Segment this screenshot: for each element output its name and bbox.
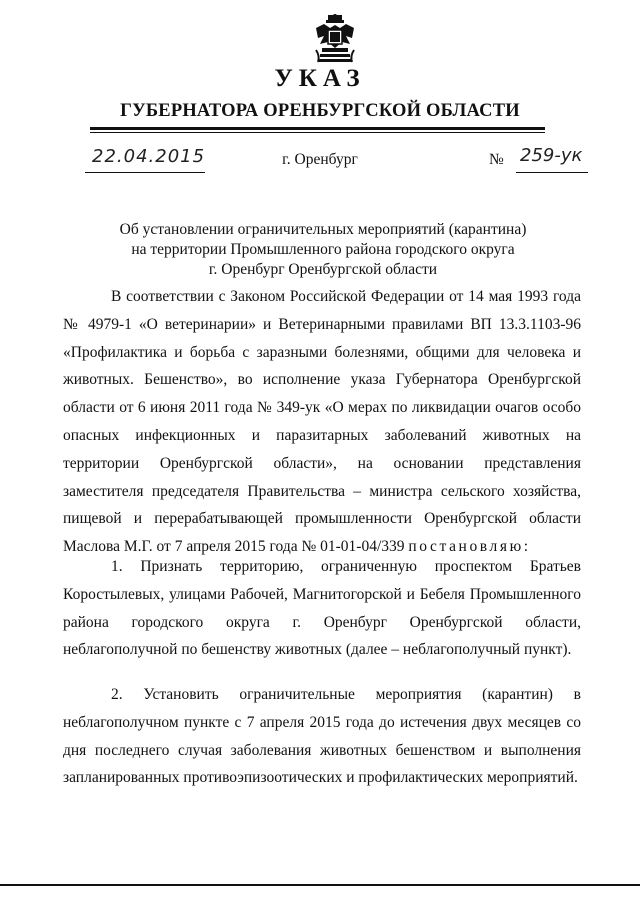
preamble-text: В соответствии с Законом Российской Федерации от 14 мая 1993 года № 4979-1 «О ветеринарии» и Ветеринарными правилами ВП 13.3.1103-96 «Профилактика и борьба с заразными болезнями, общими для человека и животных. Бешенство», во исполнение указа Губернатора Оренбургской области от 6 июня 2011 года № 349-ук «О мерах по ликвидации очагов особо опасных инфекционных и паразитарных заболеваний животных на территории Оренбургской области», на основании представления заместителя председателя Правительства – министра сельского хозяйства, пищевой и перерабатывающей промышленности Оренбургской области Маслова М.Г. от 7 апреля 2015 года № 01-01-04/339 <box>63 288 581 556</box>
subject-line-2: на территории Промышленного района городского округа <box>131 241 515 258</box>
number-sign: № <box>489 151 504 168</box>
issuing-authority: ГУБЕРНАТОРА ОРЕНБУРГСКОЙ ОБЛАСТИ <box>120 101 520 121</box>
subject-line-1: Об установлении ограничительных мероприятий (карантина) <box>119 221 527 238</box>
date-underline <box>85 172 205 173</box>
number-underline <box>516 172 588 173</box>
coat-of-arms-icon <box>314 14 356 64</box>
header-rule-thick <box>90 127 545 130</box>
item-1-paragraph: 1. Признать территорию, ограниченную проспектом Братьев Коростылевых, улицами Рабочей, Магнитогорской и Бебеля Промышленного района городского округа г. Оренбург Оренбургской области, неблагополучной по бешенству животных (далее – неблагополучный пункт). <box>63 558 581 659</box>
decree-date: 22.04.2015 <box>92 146 206 167</box>
item-2-paragraph: 2. Установить ограничительные мероприятия (карантин) в неблагополучном пункте с 7 апреля 2015 года до истечения двух месяцев со дня последнего случая заболевания животных бешенством и выполнения запланированных противоэпизоотических и профилактических мероприятий. <box>63 686 581 787</box>
resolve-word: постановляю: <box>408 538 531 556</box>
subject-line-3: г. Оренбург Оренбургской области <box>208 261 438 278</box>
decree-title: УКАЗ <box>274 65 366 92</box>
decree-subject <box>80 220 566 280</box>
decree-city: г. Оренбург <box>282 151 358 168</box>
header-rule-thin <box>90 132 545 133</box>
preamble-paragraph <box>63 283 581 561</box>
page-bottom-rule <box>0 884 640 886</box>
decree-number: 259-ук <box>520 145 583 166</box>
